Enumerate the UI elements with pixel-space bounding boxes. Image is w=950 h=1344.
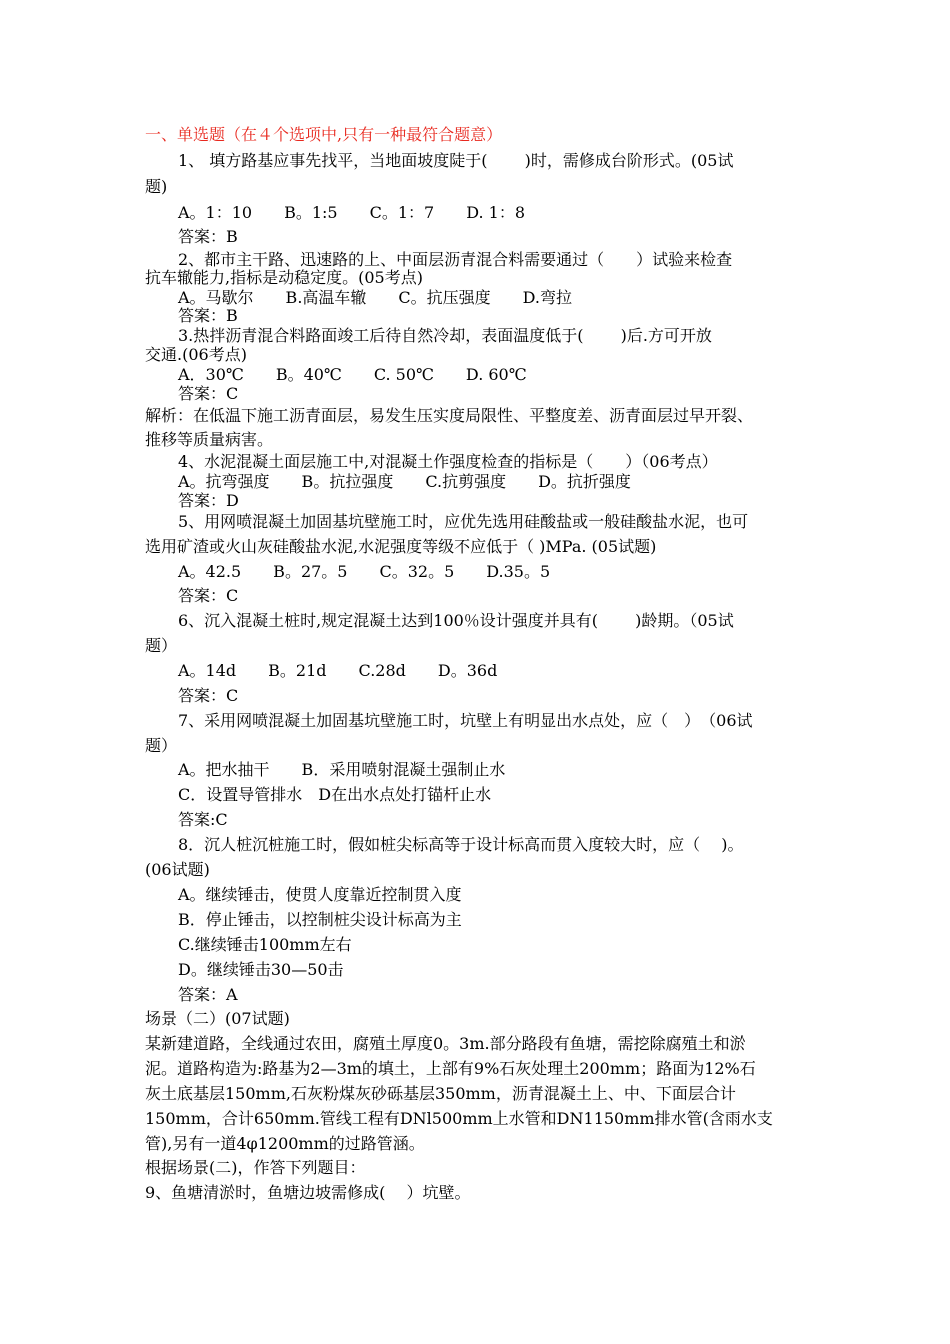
scenario-paragraph-line: 某新建道路，全线通过农田，腐殖土厚度0。3m.部分路段有鱼塘，需挖除腐殖土和淤 [145, 1034, 746, 1053]
scenario-instruction: 根据场景(二)，作答下列题目： [145, 1158, 366, 1177]
question-8-option-c: C.继续锤击100mm左右 [178, 935, 352, 954]
question-3-text: 3.热拌沥青混合料路面竣工后待自然冷却，表面温度低于( )后.方可开放 [178, 326, 712, 345]
question-6-text: 6、沉入混凝土桩时,规定混凝土达到100％设计强度并具有( )龄期。（05试 [178, 611, 734, 630]
scenario-paragraph-line: 泥。道路构造为:路基为2—3m的填土，上部有9%石灰处理土200mm；路面为12%石 [145, 1059, 756, 1078]
scenario-paragraph-line: 150mm，合计650mm.管线工程有DNl500mm上水管和DN1150mm排水管(含雨水支 [145, 1109, 773, 1128]
question-3-answer: 答案：C [178, 384, 239, 403]
question-3-analysis: 解析：在低温下施工沥青面层，易发生压实度局限性、平整度差、沥青面层过早开裂、 [145, 406, 754, 425]
question-8-option-b: B．停止锤击，以控制桩尖设计标高为主 [178, 910, 462, 929]
question-2-answer: 答案：B [178, 306, 238, 325]
question-8-option-a: A。继续锤击，使贯人度靠近控制贯入度 [178, 885, 462, 904]
question-8-text: 8．沉人桩沉桩施工时，假如桩尖标高等于设计标高而贯入度较大时，应（ )。 [178, 835, 744, 854]
question-1-options: A。1：10 B。1:5 C。1：7 D. 1：8 [178, 203, 525, 222]
question-6-answer: 答案：C [178, 686, 239, 705]
question-8-text-cont: (06试题) [145, 860, 210, 879]
question-8-answer: 答案：A [178, 985, 238, 1004]
question-5-answer: 答案：C [178, 586, 239, 605]
question-5-text: 5、用网喷混凝土加固基坑壁施工时，应优先选用硅酸盐或一般硅酸盐水泥，也可 [178, 512, 749, 531]
question-5-text-cont: 选用矿渣或火山灰硅酸盐水泥,水泥强度等级不应低于（ )MPa. (05试题) [145, 537, 657, 556]
question-7-options-ab: A。把水抽干 B．采用喷射混凝土强制止水 [178, 760, 506, 779]
question-3-text-cont: 交通.(06考点) [145, 345, 247, 364]
question-6-options: A。14d B。21d C.28d D。36d [178, 661, 498, 680]
question-4-options: A。抗弯强度 B。抗拉强度 C.抗剪强度 D。抗折强度 [178, 472, 631, 491]
question-7-options-cd: C．设置导管排水 D在出水点处打锚杆止水 [178, 785, 492, 804]
scenario-paragraph-line: 管),另有一道4φ1200mm的过路管涵。 [145, 1134, 425, 1153]
section-title: 一、单选题（在４个选项中,只有一种最符合题意） [145, 125, 503, 144]
question-7-text-cont: 题） [145, 736, 178, 755]
scenario-paragraph-line: 灰土底基层150mm,石灰粉煤灰砂砾基层350mm，沥青混凝土上、中、下面层合计 [145, 1084, 736, 1103]
question-3-options: A．30℃ B。40℃ C. 50℃ D. 60℃ [178, 365, 527, 384]
question-9-text: 9、鱼塘清淤时，鱼塘边坡需修成( ）坑壁。 [145, 1183, 471, 1202]
question-7-answer: 答案:C [178, 810, 228, 829]
question-3-analysis-cont: 推移等质量病害。 [145, 430, 274, 449]
question-2-text-cont: 抗车辙能力,指标是动稳定度。(05考点) [145, 268, 423, 287]
question-7-text: 7、采用网喷混凝土加固基坑壁施工时，坑壁上有明显出水点处，应（ ） （06试 [178, 711, 753, 730]
question-4-text: 4、水泥混凝土面层施工中,对混凝土作强度检查的指标是（ ）（06考点） [178, 452, 718, 471]
question-2-options: A。马歇尔 B.高温车辙 C。抗压强度 D.弯拉 [178, 288, 572, 307]
question-1-text-cont: 题) [145, 177, 168, 196]
question-6-text-cont: 题） [145, 636, 178, 655]
question-8-option-d: D。继续锤击30—50击 [178, 960, 344, 979]
question-1-answer: 答案：B [178, 227, 238, 246]
question-2-text: 2、都市主干路、迅速路的上、中面层沥青混合料需要通过（ ）试验来检查 [178, 250, 733, 269]
question-1-text: 1、 填方路基应事先找平，当地面坡度陡于( )时，需修成台阶形式。(05试 [178, 151, 734, 170]
question-5-options: A。42.5 B。27。5 C。32。5 D.35。5 [178, 562, 551, 581]
scenario-title: 场景（二）(07试题) [145, 1009, 290, 1028]
question-4-answer: 答案：D [178, 491, 239, 510]
